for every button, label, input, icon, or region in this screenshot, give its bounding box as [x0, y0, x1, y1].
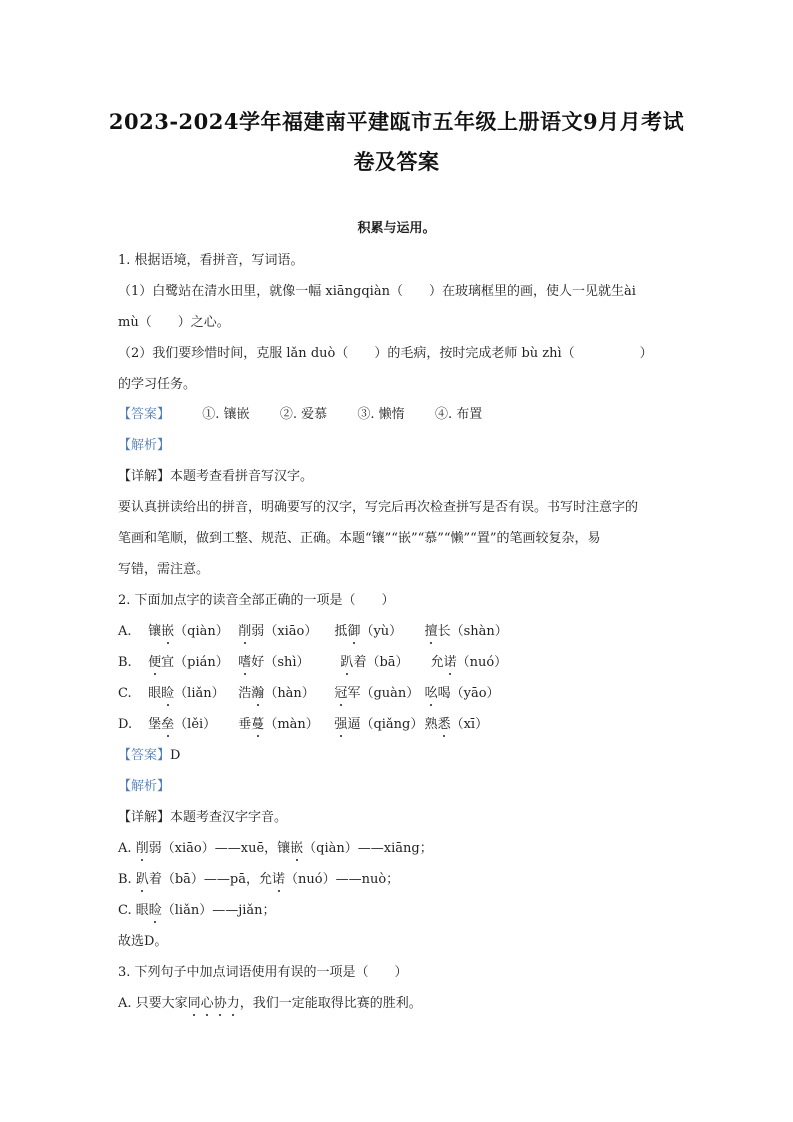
q2-detail-text: 本题考查汉字字音。 [170, 810, 288, 825]
option-letter: C. [118, 686, 132, 701]
q2-explain-a: A. 削弱（xiāo）——xuē，镶嵌（qiàn）——xiāng； [118, 841, 433, 856]
option-letter: D. [118, 717, 133, 732]
q1-part2-line2: 的学习任务。 [118, 377, 197, 392]
q1-explain-line-2: 笔画和笔顺，做到工整、规范、正确。本题“镶”“嵌”“慕”“懒”“置”的笔画较复杂，易 [118, 531, 601, 546]
option-item: 镶嵌（qiàn） [148, 624, 229, 639]
option-item: 允诺（nuó） [430, 655, 508, 670]
option-item: 熟悉（xī） [424, 717, 489, 732]
q2-answer-row [118, 748, 180, 764]
option-item: 垂蔓（màn） [238, 717, 319, 732]
option-item: 堡垒（lěi） [148, 717, 217, 732]
q1-answer-4: ④. 布置 [434, 407, 483, 422]
option-item: 便宜（pián） [148, 655, 229, 670]
option-item: 擅长（shàn） [424, 624, 508, 639]
q1-explain-line-1: 要认真拼读给出的拼音，明确要写的汉字，写完后再次检查拼写是否有误。书写时注意字的 [118, 500, 639, 515]
answer-label: 【答案】 [118, 407, 171, 422]
q2-detail-row [118, 810, 287, 826]
option-item: 眼睑（liǎn） [148, 686, 225, 701]
document-title-line-1: 2023-2024学年福建南平建瓯市五年级上册语文9月月考试 [108, 109, 685, 134]
q2-option-a [118, 624, 508, 640]
q2-option-b [118, 655, 507, 671]
option-letter: B. [118, 655, 132, 670]
q1-detail-row [118, 469, 313, 485]
q2-conclusion: 故选D。 [118, 934, 168, 949]
document-title-line-2: 卷及答案 [353, 149, 440, 174]
q1-part1-line2: mù（ ）之心。 [118, 315, 230, 330]
section-heading: 积累与运用。 [357, 221, 436, 236]
option-item: 冠军（guàn） [334, 686, 420, 701]
analysis-label: 【解析】 [118, 779, 171, 794]
option-letter: A. [118, 624, 132, 639]
q3-stem: 3. 下列句子中加点词语使用有误的一项是（ ） [118, 965, 408, 980]
q1-part1-line1: （1）白鹭站在清水田里，就像一幅 xiāngqiàn（ ）在玻璃框里的画，使人一见就生ài [118, 284, 636, 299]
option-item: 浩瀚（hàn） [238, 686, 315, 701]
option-item: 抵御（yù） [334, 624, 403, 639]
q1-answer-2: ②. 爱慕 [279, 407, 328, 422]
q1-stem: 1. 根据语境，看拼音，写词语。 [118, 253, 304, 268]
q1-answer-1: ①. 镶嵌 [202, 407, 250, 422]
q2-stem: 2. 下面加点字的读音全部正确的一项是（ ） [118, 593, 395, 608]
q1-explain-line-3: 写错，需注意。 [118, 562, 210, 577]
q1-answer-3: ③. 懒惰 [357, 407, 405, 422]
q1-part2-line1: （2）我们要珍惜时间，克服 lǎn duò（ ）的毛病，按时完成老师 bù zhì（ ） [118, 346, 653, 361]
q1-detail-text: 本题考查看拼音写汉字。 [170, 469, 314, 484]
q1-answer-row [118, 407, 482, 423]
q2-option-d [118, 717, 488, 733]
q2-answer: D [170, 748, 181, 763]
option-item: 强逼（qiǎng） [334, 717, 424, 732]
analysis-label: 【解析】 [118, 438, 171, 453]
q3-option-a: A. 只要大家同心协力，我们一定能取得比赛的胜利。 [118, 996, 422, 1011]
option-item: 吆喝（yāo） [424, 686, 500, 701]
option-item: 削弱（xiāo） [238, 624, 318, 639]
detail-label: 【详解】 [118, 810, 171, 825]
option-item: 趴着（bā） [340, 655, 409, 670]
q2-option-c [118, 686, 500, 702]
q2-explain-c: C. 眼睑（liǎn）——jiǎn； [118, 903, 276, 918]
answer-label: 【答案】 [118, 748, 171, 763]
detail-label: 【详解】 [118, 469, 171, 484]
option-item: 嗜好（shì） [238, 655, 310, 670]
q2-explain-b: B. 趴着（bā）——pā，允诺（nuó）——nuò； [118, 872, 400, 887]
